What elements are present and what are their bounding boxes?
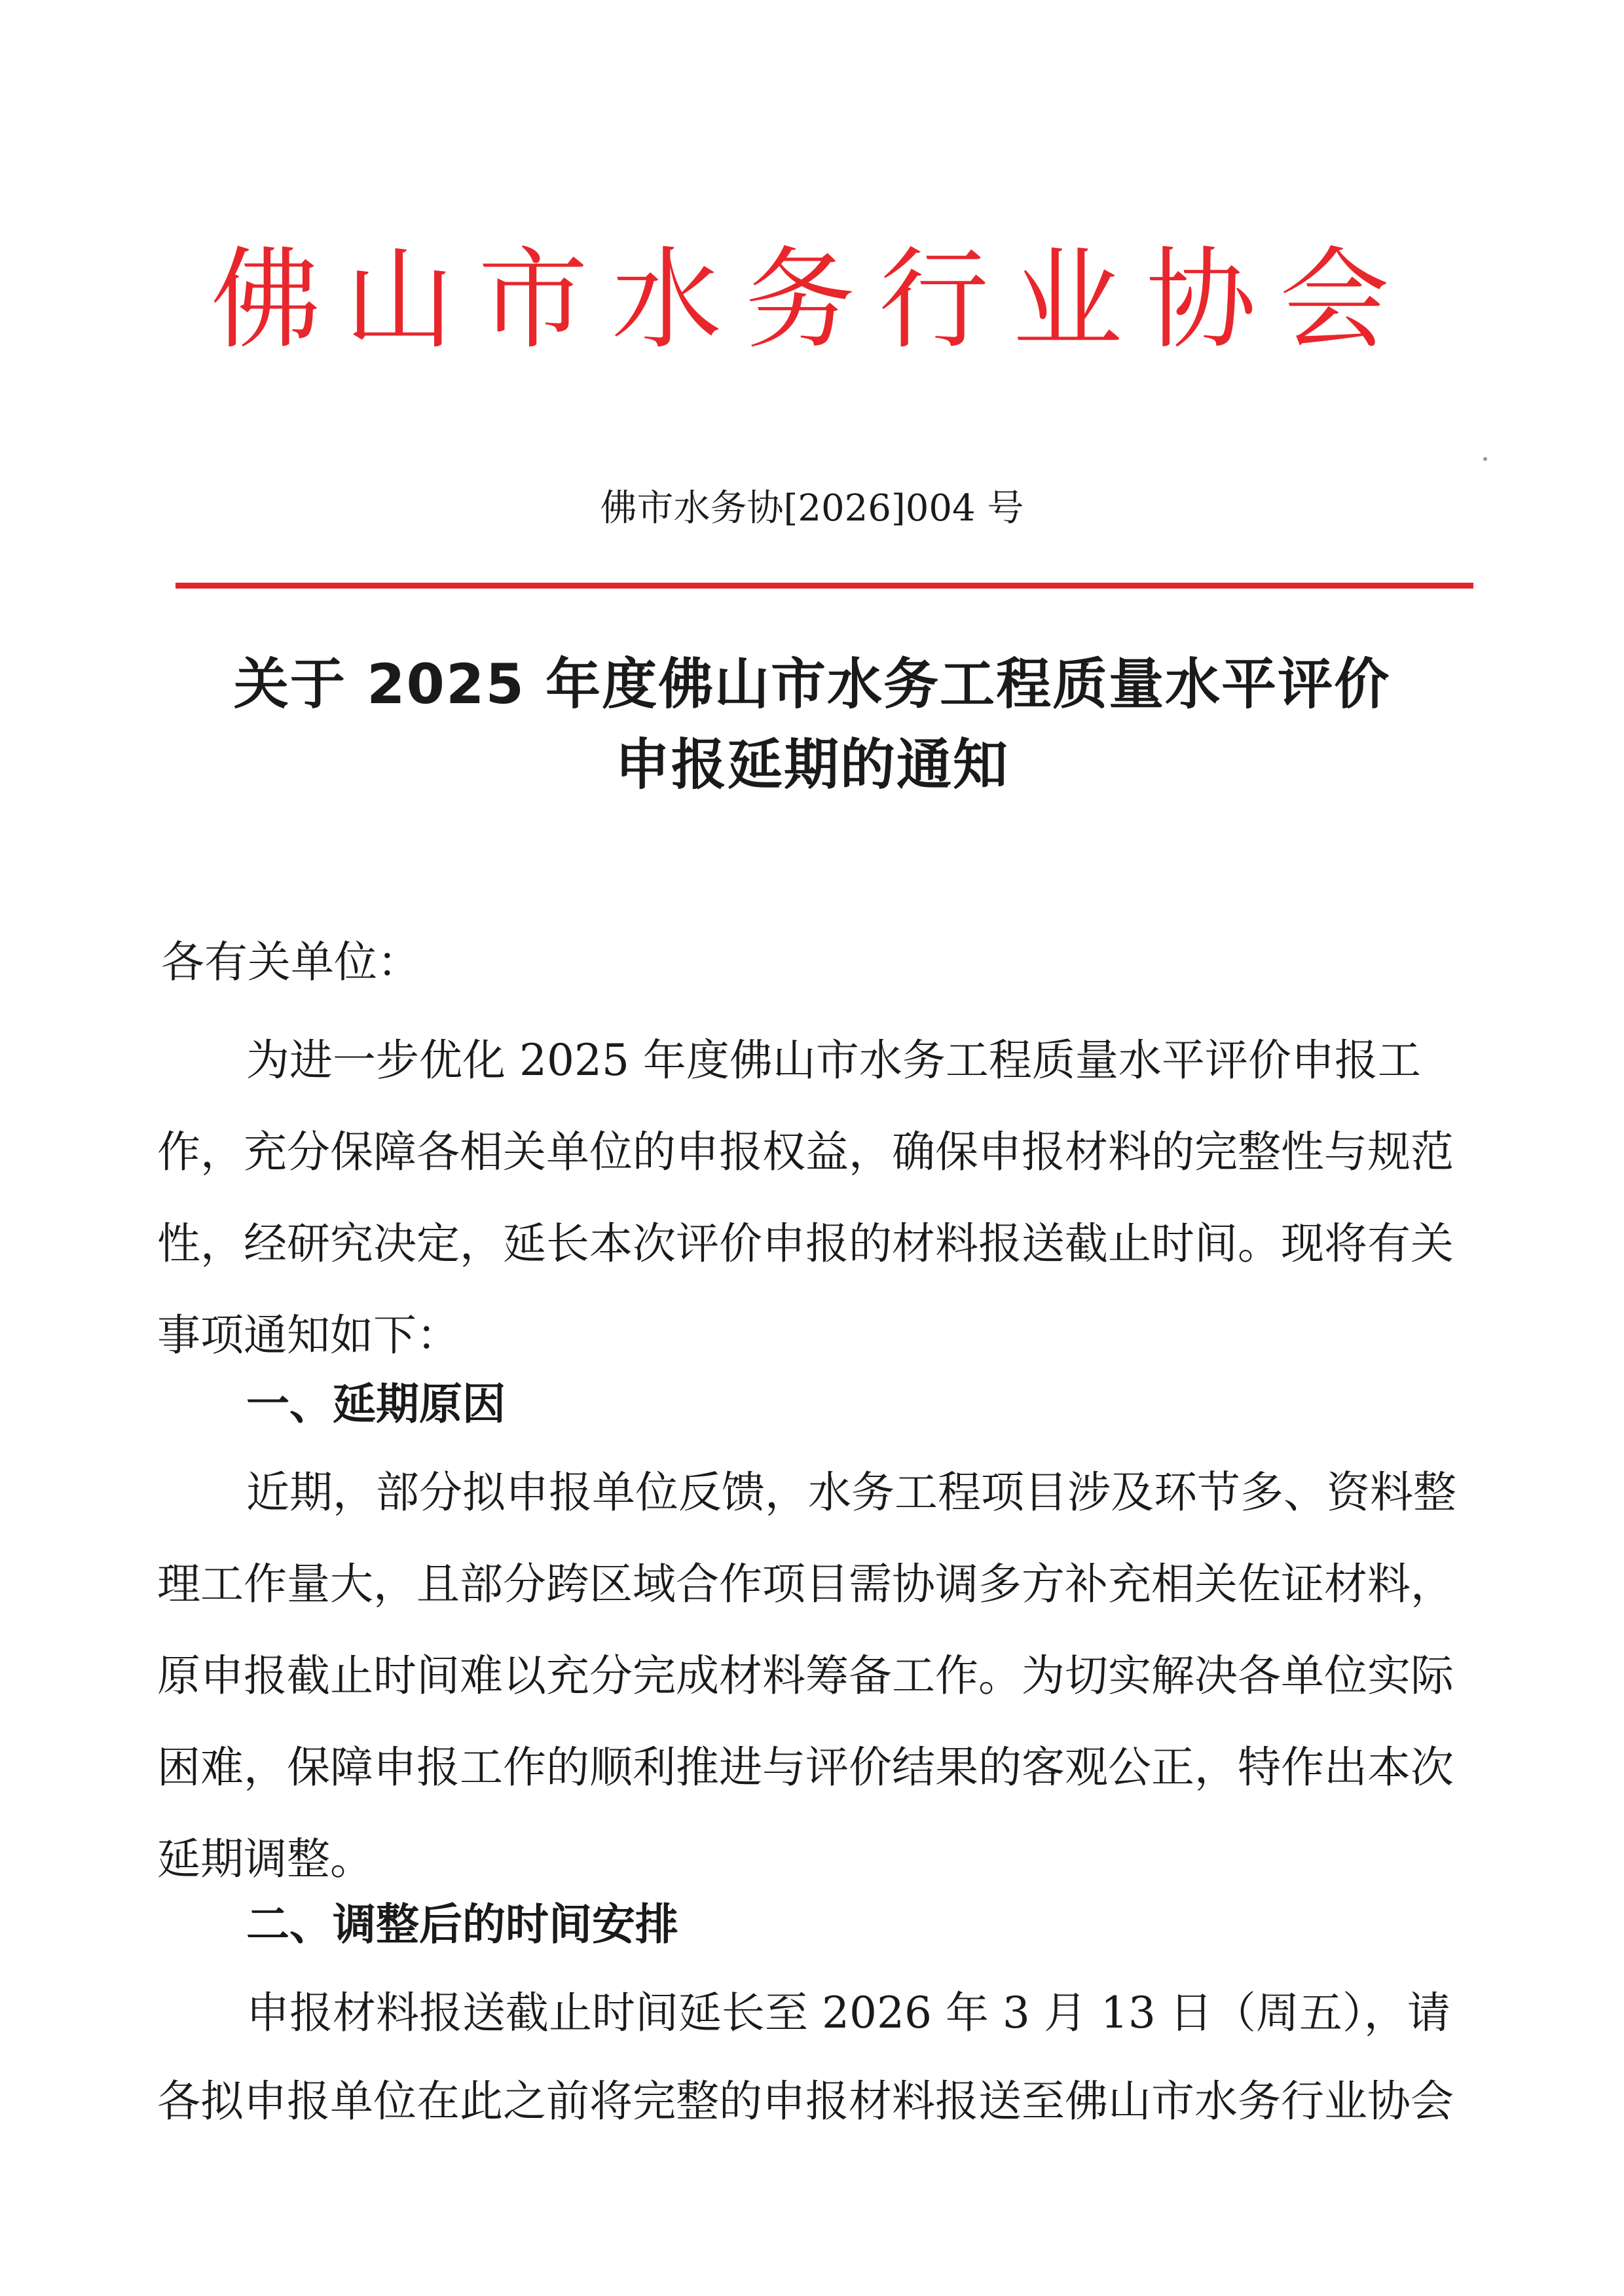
section-2-line-2: 各拟申报单位在此之前将完整的申报材料报送至佛山市水务行业协会 bbox=[157, 2076, 1454, 2126]
document-number: 佛市水务协[2026]004 号 bbox=[600, 487, 1024, 530]
header-red-rule bbox=[175, 583, 1473, 589]
section-1-line-5: 延期调整。 bbox=[157, 1834, 373, 1884]
section-2-heading: 二、调整后的时间安排 bbox=[246, 1899, 678, 1950]
organization-letterhead: 佛山市水务行业协会 bbox=[211, 236, 1413, 364]
intro-line-1: 为进一步优化 2025 年度佛山市水务工程质量水平评价申报工 bbox=[246, 1035, 1421, 1085]
scan-speck bbox=[1483, 457, 1487, 461]
section-1-line-2: 理工作量大，且部分跨区域合作项目需协调多方补充相关佐证材料， bbox=[157, 1559, 1454, 1609]
section-1-heading: 一、延期原因 bbox=[246, 1379, 506, 1429]
document-title-line-1: 关于 2025 年度佛山市水务工程质量水平评价 bbox=[233, 652, 1391, 716]
intro-line-2: 作，充分保障各相关单位的申报权益，确保申报材料的完整性与规范 bbox=[157, 1127, 1454, 1177]
document-title-line-2: 申报延期的通知 bbox=[614, 733, 1009, 797]
salutation: 各有关单位： bbox=[161, 937, 420, 987]
section-1-line-4: 困难，保障申报工作的顺利推进与评价结果的客观公正，特作出本次 bbox=[157, 1742, 1454, 1793]
intro-line-3: 性，经研究决定，延长本次评价申报的材料报送截止时间。现将有关 bbox=[157, 1218, 1454, 1269]
section-2-line-1: 申报材料报送截止时间延长至 2026 年 3 月 13 日（周五），请 bbox=[246, 1988, 1450, 2038]
section-1-line-1: 近期，部分拟申报单位反馈，水务工程项目涉及环节多、资料整 bbox=[246, 1467, 1456, 1518]
intro-line-4: 事项通知如下： bbox=[157, 1310, 460, 1360]
section-1-line-3: 原申报截止时间难以充分完成材料筹备工作。为切实解决各单位实际 bbox=[157, 1650, 1454, 1701]
